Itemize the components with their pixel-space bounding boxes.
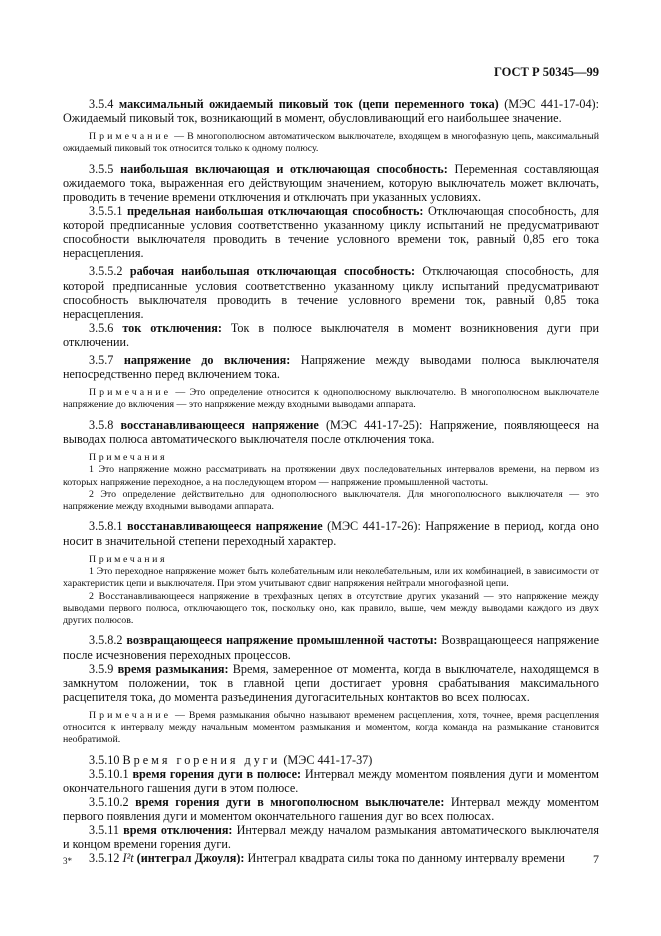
clause-3-5-10-2: 3.5.10.2 время горения дуги в многополюсном выключателе: Интервал между моментом первого появления дуги и моментом окончательного гашения дуг во всех полюсах. [63,795,600,824]
note-3-5-9: Примечание — Время размыкания обычно называют временем расцепления, хотя, точнее, время расцепления относится к интервалу между начальным моментом размыкания и моментом, когда команда на размыкание становится необратимой. [63,709,599,746]
term: Время горения дуги [122,752,281,767]
clause-3-5-5-2: 3.5.5.2 рабочая наибольшая отключающая способность: Отключающая способность, для которой предписанные условия соответственно указанному циклу испытаний предусматривают способность выключателя проводить в течение условного времени ток, равный 0,85 тока нерасцепления. [63,264,599,321]
clause-3-5-4: 3.5.4 максимальный ожидаемый пиковый ток (цепи переменного тока) (МЭС 441-17-04): Ожидаемый пиковый ток, возникающий в момент, обусловливающий его наибольшее значение. [63,97,599,126]
clause-3-5-8: 3.5.8 восстанавливающееся напряжение (МЭС 441-17-25): Напряжение, появляющееся на выводах полюса автоматического выключателя после отключения тока. [63,417,599,446]
term: максимальный ожидаемый пиковый ток (цепи переменного тока) [118,97,499,111]
clause-3-5-9: 3.5.9 время размыкания: Время, замеренное от момента, когда в выключателе, находящемся в замкнутом положении, ток в главной цепи достигает уровня срабатывания максимального расцепителя тока, до момента разъединения дугогасительных контактов во всех полюсах. [63,661,599,704]
term: возвращающееся напряжение промышленной частоты: [126,633,438,648]
clause-3-5-8-2: 3.5.8.2 возвращающееся напряжение промышленной частоты: Возвращающееся напряжение после исчезновения переходных процессов. [63,633,599,662]
clause-3-5-10-1: 3.5.10.1 время горения дуги в полюсе: Интервал между моментом появления дуги и моментом окончательного гашения дуги в этом полюсе. [63,766,599,795]
clause-3-5-8-1: 3.5.8.1 восстанавливающееся напряжение (МЭС 441-17-26): Напряжение в период, когда оно носит в значительной степени переходный характер. [63,519,599,548]
clause-3-5-6: 3.5.6 ток отключения: Ток в полюсе выключателя в момент возникновения дуги при отключении. [63,320,599,349]
note-3-5-8-2: 2 Это определение действительно для однополюсного выключателя. Для многополюсного выключателя — это напряжение между входными выводами аппарата. [63,488,599,513]
clause-3-5-12: 3.5.12 I²t (интеграл Джоуля): Интеграл квадрата силы тока по данному интервалу времени [89,851,565,866]
document-body [63,97,599,866]
term: время отключения: [123,823,233,838]
term: восстанавливающееся напряжение [120,417,319,432]
term: время горения дуги в многополюсном выключателе: [135,795,445,810]
footer-sheet-mark: 3* [63,856,72,866]
note-3-5-7: Примечание — Это определение относится к однополюсному выключателю. В многополюсном выключателе напряжение до включения — это напряжение между входными выводами аппарата. [63,387,599,411]
clause-3-5-5: 3.5.5 наибольшая включающая и отключающая способность: Переменная составляющая ожидаемого тока, выраженная его действующим значением, которую выключатель может включать, проводить в течение времени отключения и отключать при указанных условиях. [63,161,599,204]
note-3-5-4: Примечание — В многополюсном автоматическом выключателе, входящем в многофазную цепь, максимальный ожидаемый пиковый ток относится только к одному полюсу. [63,131,599,155]
clause-3-5-7: 3.5.7 напряжение до включения: Напряжение между выводами полюса выключателя непосредственно перед включением тока. [63,353,600,382]
page-number: 7 [593,852,599,866]
note-3-5-8-1: 1 Это напряжение можно рассматривать на протяжении двух последовательных интервалов времени, на первом из которых напряжение переходное, а на последующем втором — напряжение промышленной частоты. [63,464,599,488]
document-header: ГОСТ Р 50345—99 [493,65,599,79]
term: предельная наибольшая отключающая способность: [127,204,424,219]
term: напряжение до включения: [123,353,291,367]
notes-heading-3-5-8: Примечания [89,451,168,463]
term: восстанавливающееся напряжение [126,519,323,534]
term: (интеграл Джоуля): [133,851,245,866]
notes-heading-3-5-8-1: Примечания [89,553,168,565]
note-3-5-8-1-1: 1 Это переходное напряжение может быть колебательным или неколебательным, или их комбинацией, в зависимости от характеристик цепи и выключателя. При этом учитывают сдвиг напряжения нейтрали многофазной цепи. [63,565,599,590]
term: рабочая наибольшая отключающая способность: [129,264,416,279]
clause-3-5-5-1: 3.5.5.1 предельная наибольшая отключающая способность: Отключающая способность, для которой предписанные условия соответственно указанному циклу испытаний не предусматривают способности выключателя проводить в течение условного времени ток, равный 0,85 его тока нерасцепления. [63,204,599,261]
term: время размыкания: [117,661,229,676]
note-3-5-8-1-2: 2 Восстанавливающееся напряжение в трехфазных цепях в отсутствие других указаний — это напряжение между выводами первого полюса, отключающего ток, поскольку оно, как правило, выше, чем между выводами каждого из двух других полюсов. [63,590,599,627]
term: наибольшая включающая и отключающая способность: [120,161,448,176]
clause-3-5-11: 3.5.11 время отключения: Интервал между началом размыкания автоматического выключателя и концом времени горения дуги. [63,823,599,852]
term: ток отключения: [122,320,222,335]
term: время горения дуги в полюсе: [132,766,302,781]
clause-3-5-10: 3.5.10 Время горения дуги (МЭС 441-17-37) [89,752,373,767]
term-symbol: I²t [122,851,134,866]
